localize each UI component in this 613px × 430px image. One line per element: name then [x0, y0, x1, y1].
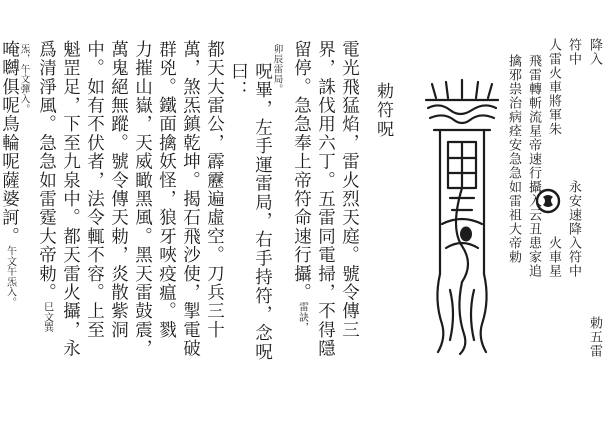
thunder-seal-icon — [535, 188, 561, 214]
incantation-1-col-4: 卯辰雷局。 — [271, 44, 283, 94]
incantation-1-col-3-text: 留停。急急奉上帝符命速行攝。 — [291, 40, 312, 302]
incantation-3-col-1 — [0, 40, 18, 308]
incantation-2-col-3: 群兇。鐵面擒妖怪，狼牙唊疫瘟。戮 — [156, 40, 177, 340]
incantation-3-note: 午文午炁入。 — [4, 245, 16, 308]
talisman-text-col-6: 飛雷轉斬流星帝速行攝入云丑患家追 — [526, 54, 541, 278]
incantation-2-col-9: 炁，午文彈入。 — [18, 44, 30, 114]
talisman-text-col-5: 火車星 — [546, 236, 561, 278]
instruction-col-1: 呪畢，左手運雷局，右手持符，念呪 — [252, 62, 273, 362]
incantation-2-col-7: 魁罡足，下至九泉中。都天雷火攝，永 — [60, 40, 81, 358]
incantation-1-col-1: 電光飛猛焰，雷火烈天庭。號令傳三 — [339, 40, 360, 340]
talisman-figure-icon — [420, 78, 504, 356]
section-title: 勅符呪 — [373, 82, 393, 139]
incantation-2-col-1: 都天大雷公，霹靂遍虛空。刀兵三十 — [204, 40, 225, 340]
incantation-1-note: 雷訣， — [296, 301, 308, 333]
incantation-2-col-8 — [37, 40, 55, 333]
talisman-text-col-1: 降入 — [587, 38, 602, 66]
incantation-2-col-2: 萬，煞炁鎮乾坤。揭石飛沙使，掣電破 — [180, 40, 201, 358]
incantation-2-col-4: 力摧山嶽，天威瞰黑風。黑天雷鼓震， — [132, 40, 153, 358]
incantation-1-col-2: 界，誅伐用六丁。五雷同電掃，不得隱 — [315, 40, 336, 358]
talisman-text-col-8: 勅五雷 — [587, 316, 602, 358]
talisman-text-col-4: 永安速降入符中 — [566, 180, 581, 278]
talisman-text-col-2: 符中 — [566, 38, 581, 66]
incantation-2-note: 巳文巽 — [41, 301, 53, 333]
incantation-2-col-5: 萬鬼絕無蹤。號令傳天勅，炎散紫洞 — [108, 40, 129, 340]
talisman-text-col-3: 人雷火車將軍朱 — [546, 38, 561, 136]
instruction-col-2: 曰： — [228, 62, 249, 100]
talisman-text-col-7: 擒邪祟治病痊安急急如雷祖大帝勅 — [506, 54, 521, 264]
incantation-2-col-6: 中。如有不伏者，法令輒不容。上至 — [84, 40, 105, 340]
incantation-1-col-3 — [292, 40, 310, 333]
incantation-3-col-1-text: 唵嚩俱呢鳥輪呢薩婆訶。 — [0, 40, 20, 246]
incantation-2-col-8-text: 爲清淨風。急急如雷霆大帝勅。 — [36, 40, 57, 302]
